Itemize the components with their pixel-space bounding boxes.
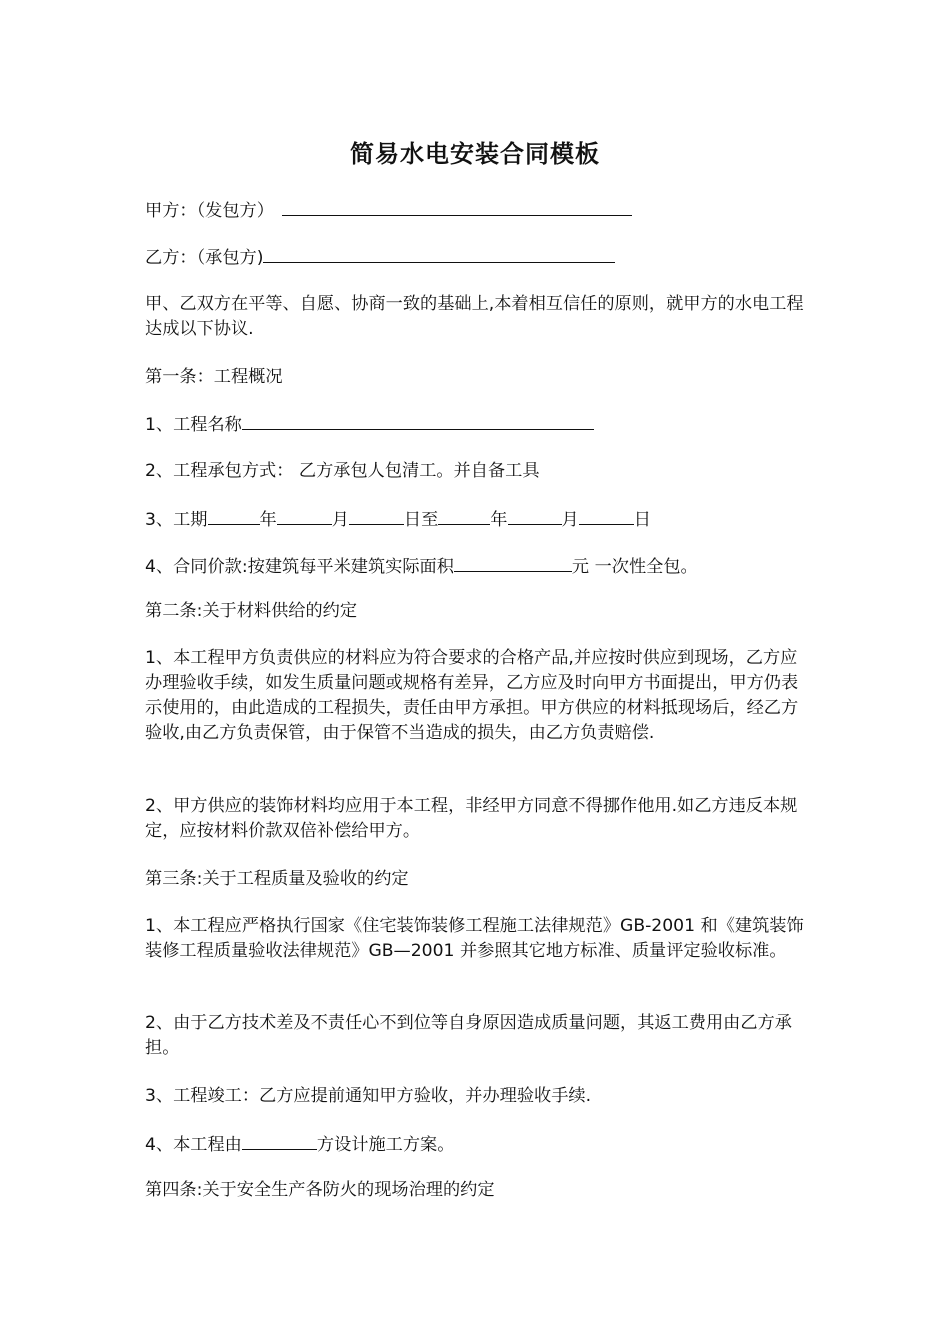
- year-unit: 年: [259, 510, 277, 530]
- article3-item3: 3、工程竣工：乙方应提前通知甲方验收，并办理验收手续.: [145, 1086, 592, 1106]
- start-year-blank[interactable]: [208, 506, 260, 525]
- article3-item2: 2、由于乙方技术差及不责任心不到位等自身原因造成质量问题，其返工费用由乙方承担。: [145, 1013, 792, 1058]
- month-unit-2: 月: [561, 510, 579, 530]
- article3-heading: 第三条:关于工程质量及验收的约定: [145, 869, 409, 889]
- party-a-label: 甲方：（发包方）: [145, 201, 274, 221]
- day-unit: 日: [633, 510, 651, 530]
- party-b-label: 乙方：（承包方): [145, 248, 264, 268]
- article2-item2: 2、甲方供应的装饰材料均应用于本工程，非经甲方同意不得挪作他用.如乙方违反本规定，应按材料价款双倍补偿给甲方。: [145, 796, 798, 841]
- start-day-blank[interactable]: [349, 506, 404, 525]
- article3-item4: [145, 1131, 810, 1158]
- day-to-unit: 日至: [403, 510, 439, 530]
- price-suffix: 元 一次性全包。: [571, 557, 698, 577]
- design-label: 4、本工程由: [145, 1135, 242, 1155]
- article1-heading: 第一条：工程概况: [145, 367, 283, 387]
- article3-item1: 1、本工程应严格执行国家《住宅装饰装修工程施工法律规范》GB-2001 和《建筑装饰装修工程质量验收法律规范》GB—2001 并参照其它地方标准、质量评定验收标准。: [145, 916, 804, 961]
- article1-item2: 2、工程承包方式： 乙方承包人包清工。并自备工具: [145, 461, 540, 481]
- price-blank[interactable]: [454, 553, 572, 572]
- duration-label: 3、工期: [145, 510, 208, 530]
- design-suffix: 方设计施工方案。: [316, 1135, 455, 1155]
- project-name-blank[interactable]: [242, 411, 594, 430]
- end-month-blank[interactable]: [508, 506, 562, 525]
- article2-item1: 1、本工程甲方负责供应的材料应为符合要求的合格产品,并应按时供应到现场，乙方应办理验收手续，如发生质量问题或规格有差异，乙方应及时向甲方书面提出，甲方仍表示使用的，由此造成的工程损失，责任由甲方承担。甲方供应的材料抵现场后，经乙方验收,由乙方负责保管，由于保管不当造成的损失，由乙方负责赔偿.: [145, 648, 799, 743]
- article4-heading: 第四条:关于安全生产各防火的现场治理的约定: [145, 1180, 495, 1200]
- article1-item1: [145, 411, 810, 438]
- party-a-blank[interactable]: [282, 197, 632, 216]
- article2-heading: 第二条:关于材料供给的约定: [145, 601, 358, 621]
- year-unit-2: 年: [490, 510, 508, 530]
- end-year-blank[interactable]: [438, 506, 490, 525]
- party-b-line: [145, 244, 810, 271]
- design-party-blank[interactable]: [242, 1131, 317, 1150]
- article1-item3: [145, 506, 810, 533]
- document-title: 简易水电安装合同模板: [350, 140, 600, 168]
- project-name-label: 1、工程名称: [145, 415, 242, 435]
- price-label: 4、合同价款:按建筑每平米建筑实际面积: [145, 557, 454, 577]
- party-a-line: [145, 197, 810, 224]
- intro-paragraph: 甲、乙双方在平等、自愿、协商一致的基础上,本着相互信任的原则，就甲方的水电工程达成以下协议.: [145, 294, 804, 339]
- article1-item4: [145, 553, 810, 580]
- party-b-blank[interactable]: [263, 244, 615, 263]
- month-unit: 月: [331, 510, 349, 530]
- start-month-blank[interactable]: [277, 506, 332, 525]
- end-day-blank[interactable]: [579, 506, 634, 525]
